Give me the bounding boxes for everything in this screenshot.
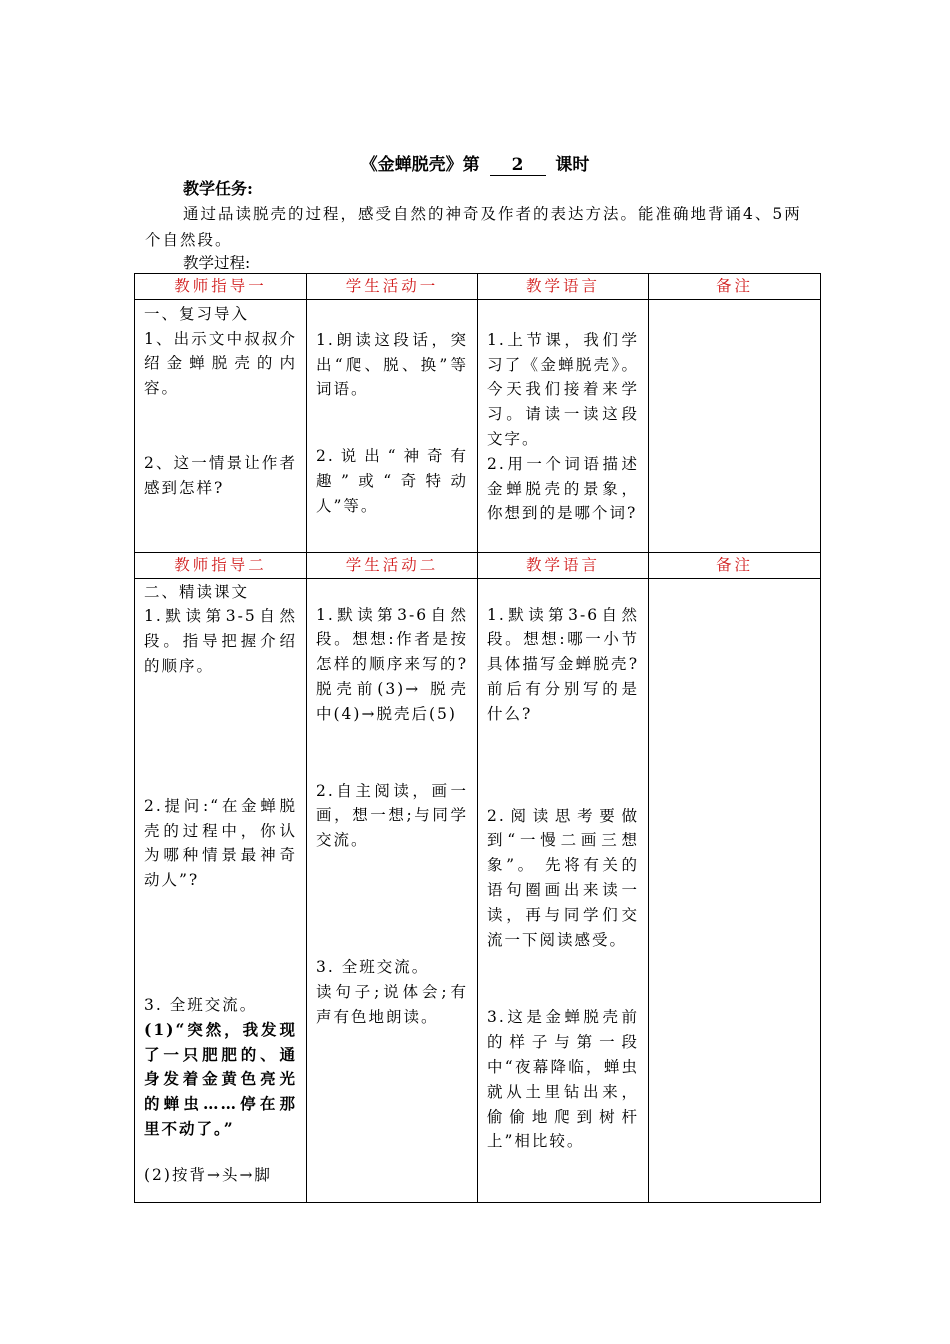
section1-language-cell xyxy=(478,299,649,552)
s2-teacher-c: 3. 全班交流。 xyxy=(144,995,258,1014)
s2-teacher-a: 二、精读课文 1.默读第3-5自然段。指导把握介绍的顺序。 xyxy=(144,582,297,675)
header-teacher-guide-2: 教师指导二 xyxy=(135,552,307,578)
s2-language-b: 2.阅读思考要做到“一慢二画三想象”。 先将有关的语句圈画出来读一读，再与同学们交流一下阅读感受。 xyxy=(487,806,639,949)
s1-language-a: 1.上节课，我们学习了《金蝉脱壳》。今天我们接着来学习。请读一读这段文字。 xyxy=(487,330,639,448)
header-teaching-language-1: 教学语言 xyxy=(478,274,649,300)
lesson-plan-table xyxy=(134,273,821,1203)
task-text: 通过品读脱壳的过程，感受自然的神奇及作者的表达方法。能准确地背诵4、5两个自然段。 xyxy=(145,205,802,249)
s2-language-c: 3.这是金蝉脱壳前的样子与第一段中“夜幕降临，蝉虫就从土里钻出来，偷偷地爬到树杆上”相比较。 xyxy=(487,1008,639,1151)
document-title xyxy=(0,150,950,176)
section2-teacher-cell xyxy=(135,578,307,1202)
task-heading: 教学任务: xyxy=(183,179,253,198)
s2-student-b: 2.自主阅读，画一画，想一想;与同学交流。 xyxy=(316,781,468,850)
s2-language-a: 1.默读第3-6自然段。想想:哪一小节具体描写金蝉脱壳?前后有分别写的是什么? xyxy=(487,605,639,723)
s2-student-c: 3. 全班交流。 读句子;说体会;有声有色地朗读。 xyxy=(316,957,468,1026)
process-label: 教学过程: xyxy=(183,254,251,272)
section1-content-row xyxy=(135,299,821,552)
section1-teacher-cell xyxy=(135,299,307,552)
section1-notes-cell xyxy=(649,299,821,552)
section1-header-row xyxy=(135,274,821,300)
section2-student-cell xyxy=(307,578,478,1202)
lesson-number: 2 xyxy=(490,155,546,176)
header-teacher-guide-1: 教师指导一 xyxy=(135,274,307,300)
s2-teacher-d: (1)“突然，我发现了一只肥肥的、通身发着金黄色亮光的蝉虫……停在那里不动了。” xyxy=(144,1019,297,1138)
s2-teacher-e: (2)按背→头→脚 xyxy=(144,1165,272,1184)
header-student-activity-1: 学生活动一 xyxy=(307,274,478,300)
s1-teacher-b: 2、这一情景让作者感到怎样? xyxy=(144,453,297,497)
section2-language-cell xyxy=(478,578,649,1202)
section2-notes-cell xyxy=(649,578,821,1202)
s2-student-a: 1.默读第3-6自然段。想想:作者是按怎样的顺序来写的? 脱壳前(3)→ 脱壳中(4)→脱壳后(5) xyxy=(316,605,468,723)
section2-content-row xyxy=(135,578,821,1202)
header-notes-2: 备注 xyxy=(649,552,821,578)
header-student-activity-2: 学生活动二 xyxy=(307,552,478,578)
title-prefix: 《金蝉脱壳》第 xyxy=(360,155,480,175)
s1-teacher-a: 一、复习导入 1、出示文中叔叔介绍金蝉脱壳的内容。 xyxy=(144,304,297,398)
header-notes-1: 备注 xyxy=(649,274,821,300)
s1-language-b: 2.用一个词语描述金蝉脱壳的景象，你想到的是哪个词? xyxy=(487,454,639,523)
s1-student-b: 2.说出“神奇有趣”或“奇特动人”等。 xyxy=(316,447,468,515)
s2-teacher-b: 2.提问:“在金蝉脱壳的过程中，你认为哪种情景最神奇动人”? xyxy=(144,796,297,890)
section2-header-row xyxy=(135,552,821,578)
title-suffix: 课时 xyxy=(555,155,590,175)
section1-student-cell xyxy=(307,299,478,552)
header-teaching-language-2: 教学语言 xyxy=(478,552,649,578)
s1-student-a: 1.朗读这段话，突出“爬、脱、换”等词语。 xyxy=(316,330,468,399)
